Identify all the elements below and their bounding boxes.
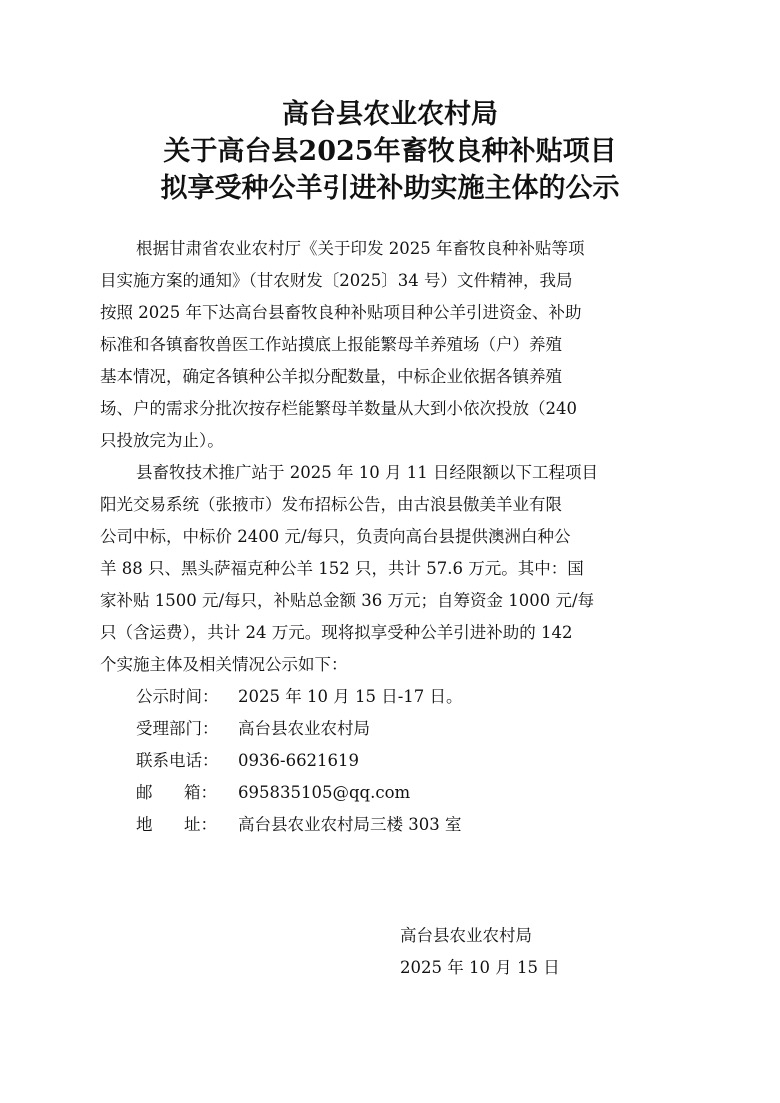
title-line-1: 高台县农业农村局 <box>282 99 498 130</box>
paragraph-1-line-7: 只投放完为止）。 <box>100 431 224 450</box>
info-email-value[interactable]: 695835105@qq.com <box>238 783 411 802</box>
paragraph-2-line-5: 家补贴 1500 元/每只，补贴总金额 36 万元；自筹资金 1000 元/每 <box>100 591 595 610</box>
info-phone-value: 0936-6621619 <box>238 751 360 770</box>
info-time-value: 2025 年 10 月 15 日-17 日。 <box>238 687 463 706</box>
signature-date: 2025 年 10 月 15 日 <box>400 958 560 977</box>
info-email-label: 邮 箱： <box>136 783 217 802</box>
info-address-label: 地 址： <box>136 815 217 834</box>
paragraph-1-line-6: 场、户的需求分批次按存栏能繁母羊数量从大到小依次投放（240 <box>100 399 577 418</box>
paragraph-1-line-4: 标准和各镇畜牧兽医工作站摸底上报能繁母羊养殖场（户）养殖 <box>100 335 562 354</box>
info-phone-label: 联系电话： <box>136 751 219 770</box>
paragraph-1-line-1: 根据甘肃省农业农村厅《关于印发 2025 年畜牧良种补贴等项 <box>136 239 585 258</box>
paragraph-2-line-6: 只（含运费），共计 24 万元。现将拟享受种公羊引进补助的 142 <box>100 623 573 642</box>
info-address-value: 高台县农业农村局三楼 303 室 <box>238 815 462 834</box>
info-row-phone <box>136 745 359 777</box>
title-line-2: 关于高台县2025年畜牧良种补贴项目 <box>163 136 617 167</box>
info-row-time <box>136 681 463 713</box>
paragraph-2-line-2: 阳光交易系统（张掖市）发布招标公告，由古浪县傲美羊业有限 <box>100 495 562 514</box>
signature-org: 高台县农业农村局 <box>400 926 532 945</box>
paragraph-1-line-2: 目实施方案的通知》（甘农财发〔2025〕34 号）文件精神，我局 <box>100 271 573 290</box>
paragraph-2-line-7: 个实施主体及相关情况公示如下： <box>100 655 348 674</box>
paragraph-2-line-4: 羊 88 只、黑头萨福克种公羊 152 只，共计 57.6 万元。其中：国 <box>100 559 584 578</box>
title-line-3: 拟享受种公羊引进补助实施主体的公示 <box>160 173 620 204</box>
paragraph-2-line-1: 县畜牧技术推广站于 2025 年 10 月 11 日经限额以下工程项目 <box>136 463 598 482</box>
info-dept-value: 高台县农业农村局 <box>238 719 370 738</box>
info-row-dept <box>136 713 370 745</box>
info-dept-label: 受理部门： <box>136 719 219 738</box>
info-row-email <box>136 777 410 809</box>
info-row-address <box>136 809 461 841</box>
paragraph-2-line-3: 公司中标，中标价 2400 元/每只，负责向高台县提供澳洲白种公 <box>100 527 571 546</box>
info-time-label: 公示时间： <box>136 687 219 706</box>
paragraph-1-line-5: 基本情况，确定各镇种公羊拟分配数量，中标企业依据各镇养殖 <box>100 367 562 386</box>
paragraph-1-line-3: 按照 2025 年下达高台县畜牧良种补贴项目种公羊引进资金、补助 <box>100 303 582 322</box>
